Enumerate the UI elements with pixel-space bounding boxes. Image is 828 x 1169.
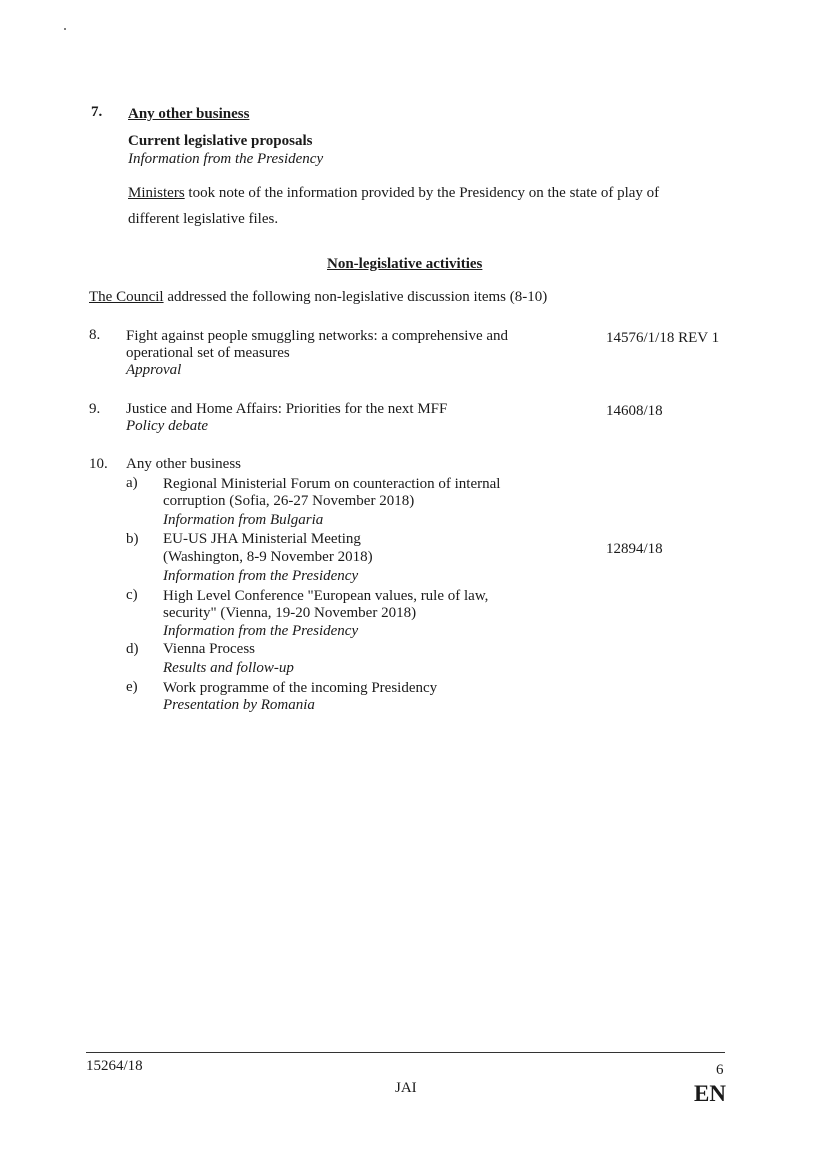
item-number: 9. — [89, 401, 101, 417]
subitem-ref: 12894/18 — [606, 541, 663, 557]
subitem-note: Presentation by Romania — [163, 697, 315, 713]
item-title: Fight against people smuggling networks: a comprehensive and — [126, 328, 509, 344]
item-number: 8. — [89, 327, 101, 343]
subitem-letter: a) — [126, 475, 138, 491]
subitem-letter: c) — [126, 587, 138, 603]
footer-doc-number: 15264/18 — [86, 1058, 143, 1074]
intro-text: addressed the following non-legislative discussion items (8-10) — [163, 289, 548, 305]
item-title: Justice and Home Affairs: Priorities for the next MFF — [126, 401, 448, 417]
section-number: 7. — [91, 104, 103, 120]
item-number: 10. — [89, 456, 108, 472]
item-ref: 14576/1/18 REV 1 — [606, 330, 720, 346]
subitem-title-cont: corruption (Sofia, 26-27 November 2018) — [163, 493, 415, 509]
paragraph-line-1 — [128, 185, 659, 202]
paragraph-text: took note of the information provided by the Presidency on the state of play of — [188, 185, 660, 201]
footer-page-number: 6 — [716, 1062, 724, 1078]
subheading-source: Information from the Presidency — [128, 151, 324, 167]
scan-speck — [64, 28, 66, 30]
council-word: The Council — [89, 289, 164, 305]
subitem-title: Regional Ministerial Forum on counteraction of internal — [163, 476, 501, 492]
subitem-note: Information from the Presidency — [163, 568, 359, 584]
footer-language: EN — [694, 1081, 726, 1106]
subitem-note: Information from Bulgaria — [163, 512, 324, 528]
subitem-letter: e) — [126, 679, 138, 695]
subitem-title: EU-US JHA Ministerial Meeting — [163, 531, 361, 547]
subitem-letter: d) — [126, 641, 139, 657]
subitem-letter: b) — [126, 531, 139, 547]
subitem-title-cont: security" (Vienna, 19-20 November 2018) — [163, 605, 417, 621]
item-title: Any other business — [126, 456, 241, 472]
subitem-title: Work programme of the incoming Presidency — [163, 680, 438, 696]
section-heading: Any other business — [128, 106, 250, 122]
subitem-title: Vienna Process — [163, 641, 255, 657]
nonleg-heading: Non-legislative activities — [327, 256, 483, 272]
item-note: Approval — [126, 362, 182, 378]
subitem-note: Information from the Presidency — [163, 623, 359, 639]
ministers-word: Ministers — [128, 185, 185, 201]
nonleg-intro — [89, 289, 547, 306]
subitem-title-cont: (Washington, 8-9 November 2018) — [163, 549, 373, 565]
item-ref: 14608/18 — [606, 403, 663, 419]
paragraph-line-2: different legislative files. — [128, 211, 279, 227]
footer-dept: JAI — [395, 1080, 417, 1096]
item-note: Policy debate — [126, 418, 209, 434]
subheading: Current legislative proposals — [128, 133, 313, 149]
item-title-cont: operational set of measures — [126, 345, 290, 361]
footer-rule — [86, 1052, 725, 1053]
subitem-title: High Level Conference "European values, rule of law, — [163, 588, 489, 604]
subitem-note: Results and follow-up — [163, 660, 294, 676]
